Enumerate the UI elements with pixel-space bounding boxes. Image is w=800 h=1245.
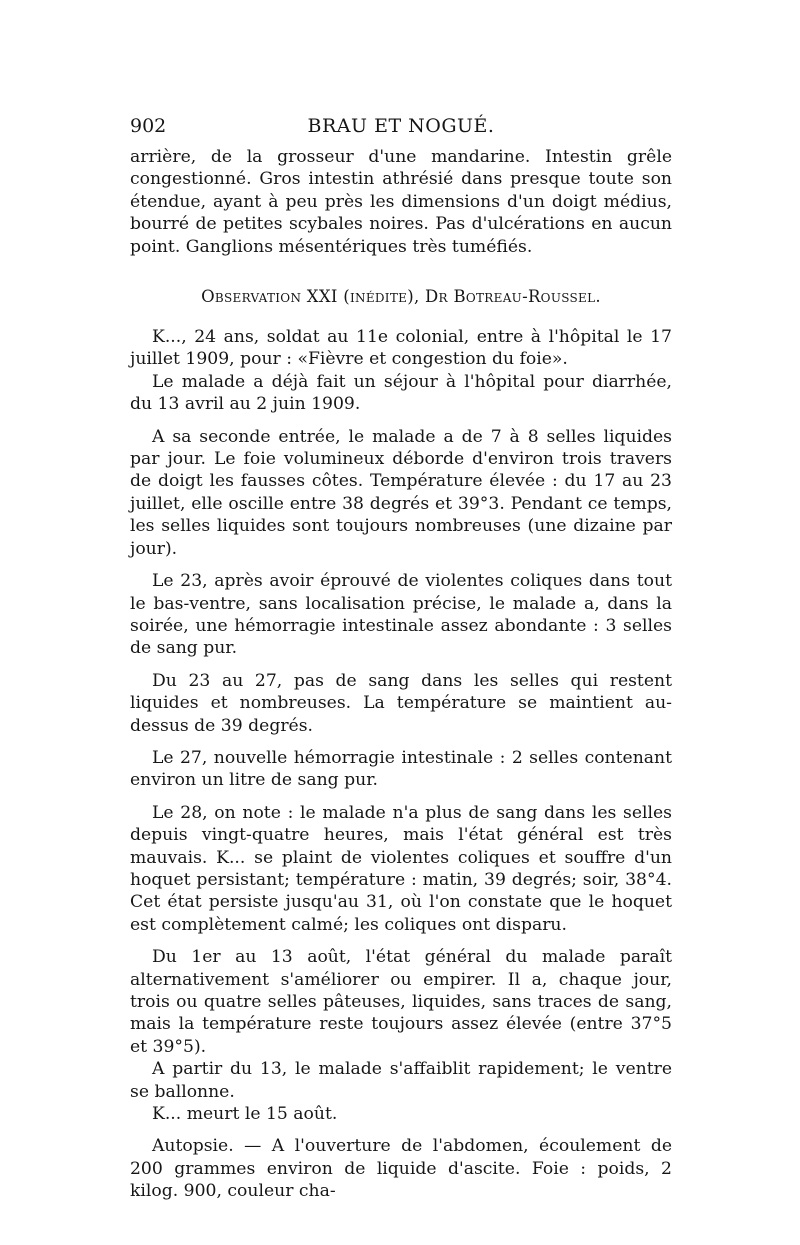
paragraph-second-entry: A sa seconde entrée, le malade a de 7 à 8 selles liquides par jour. Le foie volumineux déborde d'environ trois travers de doigt les fausses côtes. Température élevée : du 17 au 23 juillet, elle oscille entre 38 degrés et 39°3. Pendant ce temps, les selles liquides sont toujours nombreuses (une dizaine par jour). bbox=[130, 426, 672, 559]
page-number: 902 bbox=[130, 115, 167, 137]
paragraph-day-28: Le 28, on note : le malade n'a plus de sang dans les selles depuis vingt-quatre heures, mais l'état général est très mauvais. K... se plaint de violentes coliques et souffre d'un hoquet persistant; température : matin, 39 degrés; soir, 38°4. Cet état persiste jusqu'au 31, où l'on constate que le hoquet est complètement calmé; les coliques ont disparu. bbox=[130, 802, 672, 935]
paragraph-admission: K..., 24 ans, soldat au 11e colonial, entre à l'hôpital le 17 juillet 1909, pour : «Fièvre et congestion du foie». bbox=[130, 327, 672, 370]
footer-space bbox=[130, 1203, 672, 1204]
paragraph-decline: A partir du 13, le malade s'affaiblit rapidement; le ventre se ballonne. bbox=[130, 1059, 672, 1102]
page-body bbox=[130, 146, 672, 1204]
paragraph-autopsy: Autopsie. — A l'ouverture de l'abdomen, écoulement de 200 grammes environ de liquide d'ascite. Foie : poids, 2 kilog. 900, couleur cha- bbox=[130, 1136, 672, 1202]
paragraph-day-27: Le 27, nouvelle hémorragie intestinale : 2 selles contenant environ un litre de sang pur. bbox=[130, 747, 672, 791]
paragraph-death: K... meurt le 15 août. bbox=[152, 1104, 338, 1125]
paragraph-august: Du 1er au 13 août, l'état général du malade paraît alternativement s'améliorer ou empirer. Il a, chaque jour, trois ou quatre selles pâteuses, liquides, sans traces de sang, mais la température reste toujours assez élevée (entre 37°5 et 39°5). bbox=[130, 947, 672, 1057]
running-head: BRAU ET NOGUÉ. bbox=[307, 115, 495, 137]
paragraph-previous-stay: Le malade a déjà fait un séjour à l'hôpital pour diarrhée, du 13 avril au 2 juin 1909. bbox=[130, 371, 672, 415]
paragraph-23-to-27: Du 23 au 27, pas de sang dans les selles qui restent liquides et nombreuses. La température se maintient au-dessus de 39 degrés. bbox=[130, 670, 672, 736]
paragraph-continuation: arrière, de la grosseur d'une mandarine. Intestin grêle congestionné. Gros intestin athrésié dans presque toute son étendue, ayant à peu près les dimensions d'un doigt médius, bourré de petites scybales noires. Pas d'ulcérations en aucun point. Ganglions mésentériques très tuméfiés. bbox=[130, 147, 672, 257]
observation-heading: Observation XXI (inédite), Dr Botreau-Roussel. bbox=[201, 287, 601, 307]
page-header bbox=[130, 115, 672, 145]
paragraph-day-23: Le 23, après avoir éprouvé de violentes coliques dans tout le bas-ventre, sans localisation précise, le malade a, dans la soirée, une hémorragie intestinale assez abondante : 3 selles de sang pur. bbox=[130, 571, 672, 659]
